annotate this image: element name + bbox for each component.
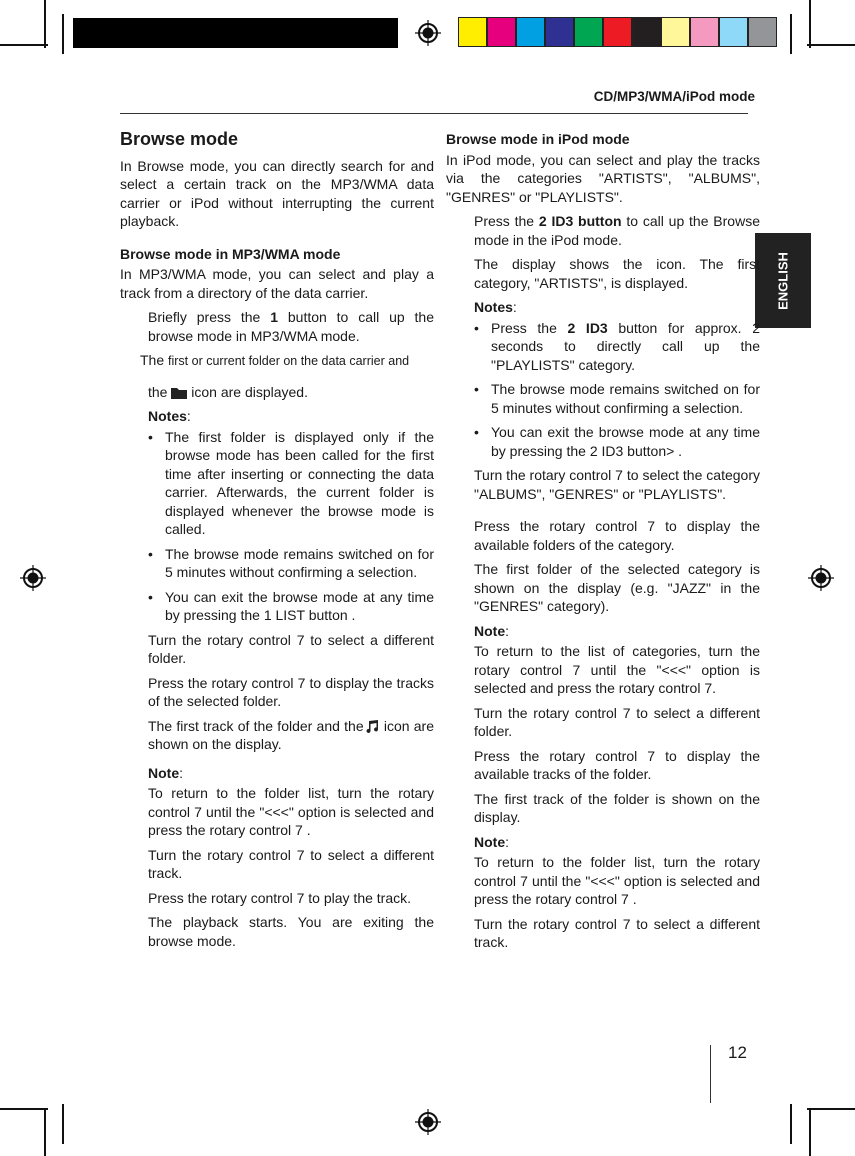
registration-mark-icon — [415, 1109, 441, 1135]
step-select-folder: Turn the rotary control 7 to select a different folder. — [148, 631, 434, 666]
note-text: To return to the folder list, turn the rotary control 7 until the "<<<" option is selected and press the rotary control 7 . — [148, 785, 434, 838]
registration-mark-icon — [415, 20, 441, 46]
crop-mark — [62, 1104, 64, 1144]
note-heading: Note: — [474, 622, 510, 639]
step-display-folder: The first or current folder on the data carrier and — [140, 352, 410, 368]
header-rule — [120, 113, 748, 114]
crop-mark — [44, 1108, 46, 1156]
crop-mark — [0, 1108, 48, 1110]
color-swatch — [574, 17, 603, 47]
step-select-category: Turn the rotary control 7 to select the category "ALBUMS", "GENRES" or "PLAYLISTS". — [474, 467, 760, 502]
step-call-browse-ipod: Press the 2 ID3 button to call up the Browse mode in the iPod mode. — [474, 213, 760, 248]
language-tab-label: ENGLISH — [775, 251, 791, 310]
step-first-track: The first track of the folder and the icon are shown on the display. — [148, 717, 434, 752]
step-playback-starts: The playback starts. You are exiting the browse mode. — [148, 914, 434, 949]
step-first-track: The first track of the folder is shown on the display. — [474, 790, 760, 825]
crop-mark — [790, 1104, 792, 1144]
note-item: • The browse mode remains switched on for 5 minutes without confirming a selection. — [446, 380, 760, 417]
browse-mode-heading: Browse mode — [120, 129, 239, 149]
note-text: To return to the list of categories, turn the rotary control 7 until the "<<<" option is selected and press the rotary control 7. — [474, 643, 760, 696]
crop-mark — [44, 0, 46, 48]
note-item: • The first folder is displayed only if the browse mode has been called for the first time after inserting or connecting the data carrier. Afterwards, the current folder is displayed whenever the browse mode is called. — [120, 428, 434, 539]
step-select-track: Turn the rotary control 7 to select a different track. — [148, 846, 434, 881]
color-swatch — [748, 17, 777, 47]
color-swatch — [487, 17, 516, 47]
color-swatch — [516, 17, 545, 47]
mp3-browse-heading: Browse mode in MP3/WMA mode — [120, 245, 341, 262]
note-item: • You can exit the browse mode at any time by pressing the 1 LIST button . — [120, 588, 434, 625]
page-number: 12 — [728, 1043, 747, 1062]
step-folder-icon: the icon are displayed. — [148, 383, 308, 400]
registration-mark-icon — [808, 565, 834, 591]
step-display-tracks: Press the rotary control 7 to display the tracks of the selected folder. — [148, 674, 434, 709]
notes-heading: Notes: — [148, 408, 191, 424]
crop-mark — [807, 1108, 855, 1110]
ipod-browse-heading: Browse mode in iPod mode — [446, 131, 630, 147]
crop-mark — [807, 44, 855, 46]
step-select-folder: Turn the rotary control 7 to select a different folder. — [474, 704, 760, 739]
step-display-folders: Press the rotary control 7 to display the available folders of the category. — [474, 518, 760, 553]
section-title: CD/MP3/WMA/iPod mode — [593, 89, 755, 104]
note-text: To return to the folder list, turn the rotary control 7 until the "<<<" option is selected and press the rotary control 7 . — [474, 854, 760, 907]
step-call-browse: Briefly press the 1 button to call up the browse mode in MP3/WMA mode. — [148, 309, 434, 344]
step-select-track: Turn the rotary control 7 to select a different track. — [474, 915, 760, 950]
color-swatch — [545, 17, 574, 47]
note-item: • Press the 2 ID3 button for approx. 2 seconds to directly call up the "PLAYLISTS" category. — [446, 319, 760, 375]
crop-mark — [809, 1108, 811, 1156]
note-item: • You can exit the browse mode at any time by pressing the 2 ID3 button> . — [446, 423, 760, 460]
ipod-intro-text: In iPod mode, you can select and play the tracks via the categories "ARTISTS", "ALBUMS", "GENRES" or "PLAYLISTS". — [446, 151, 760, 205]
language-tab — [755, 233, 811, 328]
color-swatch — [661, 17, 690, 47]
crop-mark — [790, 14, 792, 54]
step-first-folder: The first folder of the selected category is shown on the display (e.g. "JAZZ" in the "GENRES" category). — [474, 561, 760, 614]
color-swatch — [632, 17, 661, 47]
mp3-intro-text: In MP3/WMA mode, you can select and play a track from a directory of the data carrier. — [120, 266, 434, 301]
color-swatch — [690, 17, 719, 47]
step-play-track: Press the rotary control 7 to play the track. — [148, 889, 412, 906]
intro-text: In Browse mode, you can directly search for and select a certain track on the MP3/WMA data carrier or iPod without interrupting the current playback. — [120, 157, 434, 229]
folder-icon — [171, 386, 187, 399]
step-display-tracks: Press the rotary control 7 to display the available tracks of the folder. — [474, 747, 760, 782]
color-swatch — [458, 17, 487, 47]
left-column — [120, 130, 434, 956]
color-swatch — [603, 17, 632, 47]
note-item: • The browse mode remains switched on for 5 minutes without confirming a selection. — [120, 545, 434, 582]
notes-heading: Notes: — [474, 299, 517, 315]
step-display-category: The display shows the icon. The first category, "ARTISTS", is displayed. — [474, 256, 760, 291]
page-number-rule — [710, 1045, 711, 1103]
crop-mark — [809, 0, 811, 48]
black-color-bar — [73, 18, 398, 48]
note-heading: Note: — [148, 764, 184, 781]
note-heading: Note: — [474, 833, 510, 850]
crop-mark — [0, 44, 48, 46]
registration-mark-icon — [20, 565, 46, 591]
right-column — [446, 130, 760, 958]
color-swatch — [719, 17, 748, 47]
music-note-icon — [364, 720, 380, 733]
crop-mark — [62, 14, 64, 54]
